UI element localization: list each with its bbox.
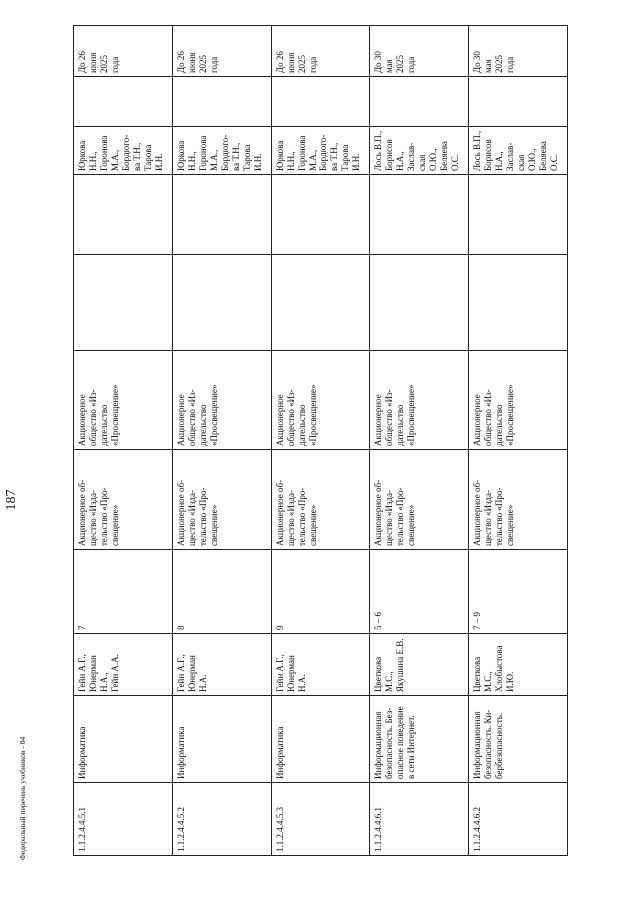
cell-subject: Информатика [74, 696, 173, 783]
cell-rights-holder: Акционерное общество «Из- дательство «Просвещение» [172, 351, 271, 450]
cell-grade: 7 [74, 550, 173, 634]
cell-experts: Лось В.П., Борисов Н.А., Заслав- ская О.Ю., Беляева О.С. [469, 127, 568, 175]
cell-subject: Информатика [172, 696, 271, 783]
cell-code: 1.1.2.4.4.5.2 [172, 783, 271, 856]
cell-experts: Юркова Н.Н., Горонова М.А., Бордюго- ва Т.Н., Тарова И.Н. [172, 127, 271, 175]
cell-authors: Гейн А.Г., Юнерман Н.А., Гейн А.А. [74, 634, 173, 696]
cell-rights-holder: Акционерное общество «Из- дательство «Просвещение» [370, 351, 469, 450]
cell-blank [74, 77, 173, 127]
cell-blank [271, 77, 370, 127]
table-row [74, 26, 173, 856]
table-row [469, 26, 568, 856]
cell-code: 1.1.2.4.4.6.1 [370, 783, 469, 856]
cell-publisher: Акционерное об- щество «Изда- тельство «Про- свещение» [271, 450, 370, 550]
table-row [271, 26, 370, 856]
cell-blank [271, 175, 370, 255]
cell-blank [370, 77, 469, 127]
cell-grade: 9 [271, 550, 370, 634]
cell-blank [370, 175, 469, 255]
cell-blank [469, 255, 568, 351]
cell-publisher: Акционерное об- щество «Изда- тельство «Про- свещение» [74, 450, 173, 550]
cell-subject: Информатика [271, 696, 370, 783]
cell-experts: Лось В.П., Борисов Н.А., Заслав- ская О.Ю., Беляева О.С. [370, 127, 469, 175]
cell-rights-holder: Акционерное общество «Из- дательство «Просвещение» [469, 351, 568, 450]
table-row [370, 26, 469, 856]
cell-authors: Гейн А.Г., Юнерман Н.А. [172, 634, 271, 696]
cell-grade: 7 – 9 [469, 550, 568, 634]
cell-blank [271, 255, 370, 351]
cell-subject: Информационная безопасность. Ки- бербезопасность. [469, 696, 568, 783]
table-row [172, 26, 271, 856]
cell-blank [74, 255, 173, 351]
cell-publisher: Акционерное об- щество «Изда- тельство «Про- свещение» [172, 450, 271, 550]
cell-deadline: До 26 июня 2025 года [172, 26, 271, 77]
cell-authors: Цветкова М.С., Якушина Е.В. [370, 634, 469, 696]
cell-experts: Юркова Н.Н., Горонова М.А., Бордюго- ва Т.Н., Тарова И.Н. [74, 127, 173, 175]
cell-blank [469, 77, 568, 127]
cell-blank [172, 77, 271, 127]
cell-subject: Информационная безопасность. Без- опасное поведение в сети Интернет. [370, 696, 469, 783]
cell-deadline: До 26 июня 2025 года [271, 26, 370, 77]
cell-grade: 8 [172, 550, 271, 634]
cell-rights-holder: Акционерное общество «Из- дательство «Просвещение» [271, 351, 370, 450]
cell-publisher: Акционерное об- щество «Изда- тельство «Про- свещение» [469, 450, 568, 550]
cell-rights-holder: Акционерное общество «Из- дательство «Просвещение» [74, 351, 173, 450]
cell-blank [370, 255, 469, 351]
cell-code: 1.1.2.4.4.5.3 [271, 783, 370, 856]
cell-blank [172, 175, 271, 255]
cell-blank [469, 175, 568, 255]
cell-code: 1.1.2.4.4.6.2 [469, 783, 568, 856]
cell-authors: Гейн А.Г., Юнерман Н.А. [271, 634, 370, 696]
cell-blank [74, 175, 173, 255]
cell-authors: Цветкова М.С., Хлобыстова И.Ю. [469, 634, 568, 696]
page-number: 187 [4, 489, 19, 511]
cell-code: 1.1.2.4.4.5.1 [74, 783, 173, 856]
cell-experts: Юркова Н.Н., Горонова М.А., Бордюго- ва Т.Н., Тарова И.Н. [271, 127, 370, 175]
textbook-table [73, 25, 568, 856]
cell-grade: 5 – 6 [370, 550, 469, 634]
cell-deadline: До 30 мая 2025 года [370, 26, 469, 77]
rotated-table-container [73, 26, 568, 856]
cell-publisher: Акционерное об- щество «Изда- тельство «Про- свещение» [370, 450, 469, 550]
cell-deadline: До 26 июня 2025 года [74, 26, 173, 77]
footer-text: Федеральный перечень учебников - 04 [18, 736, 27, 860]
cell-deadline: До 30 мая 2025 года [469, 26, 568, 77]
cell-blank [172, 255, 271, 351]
